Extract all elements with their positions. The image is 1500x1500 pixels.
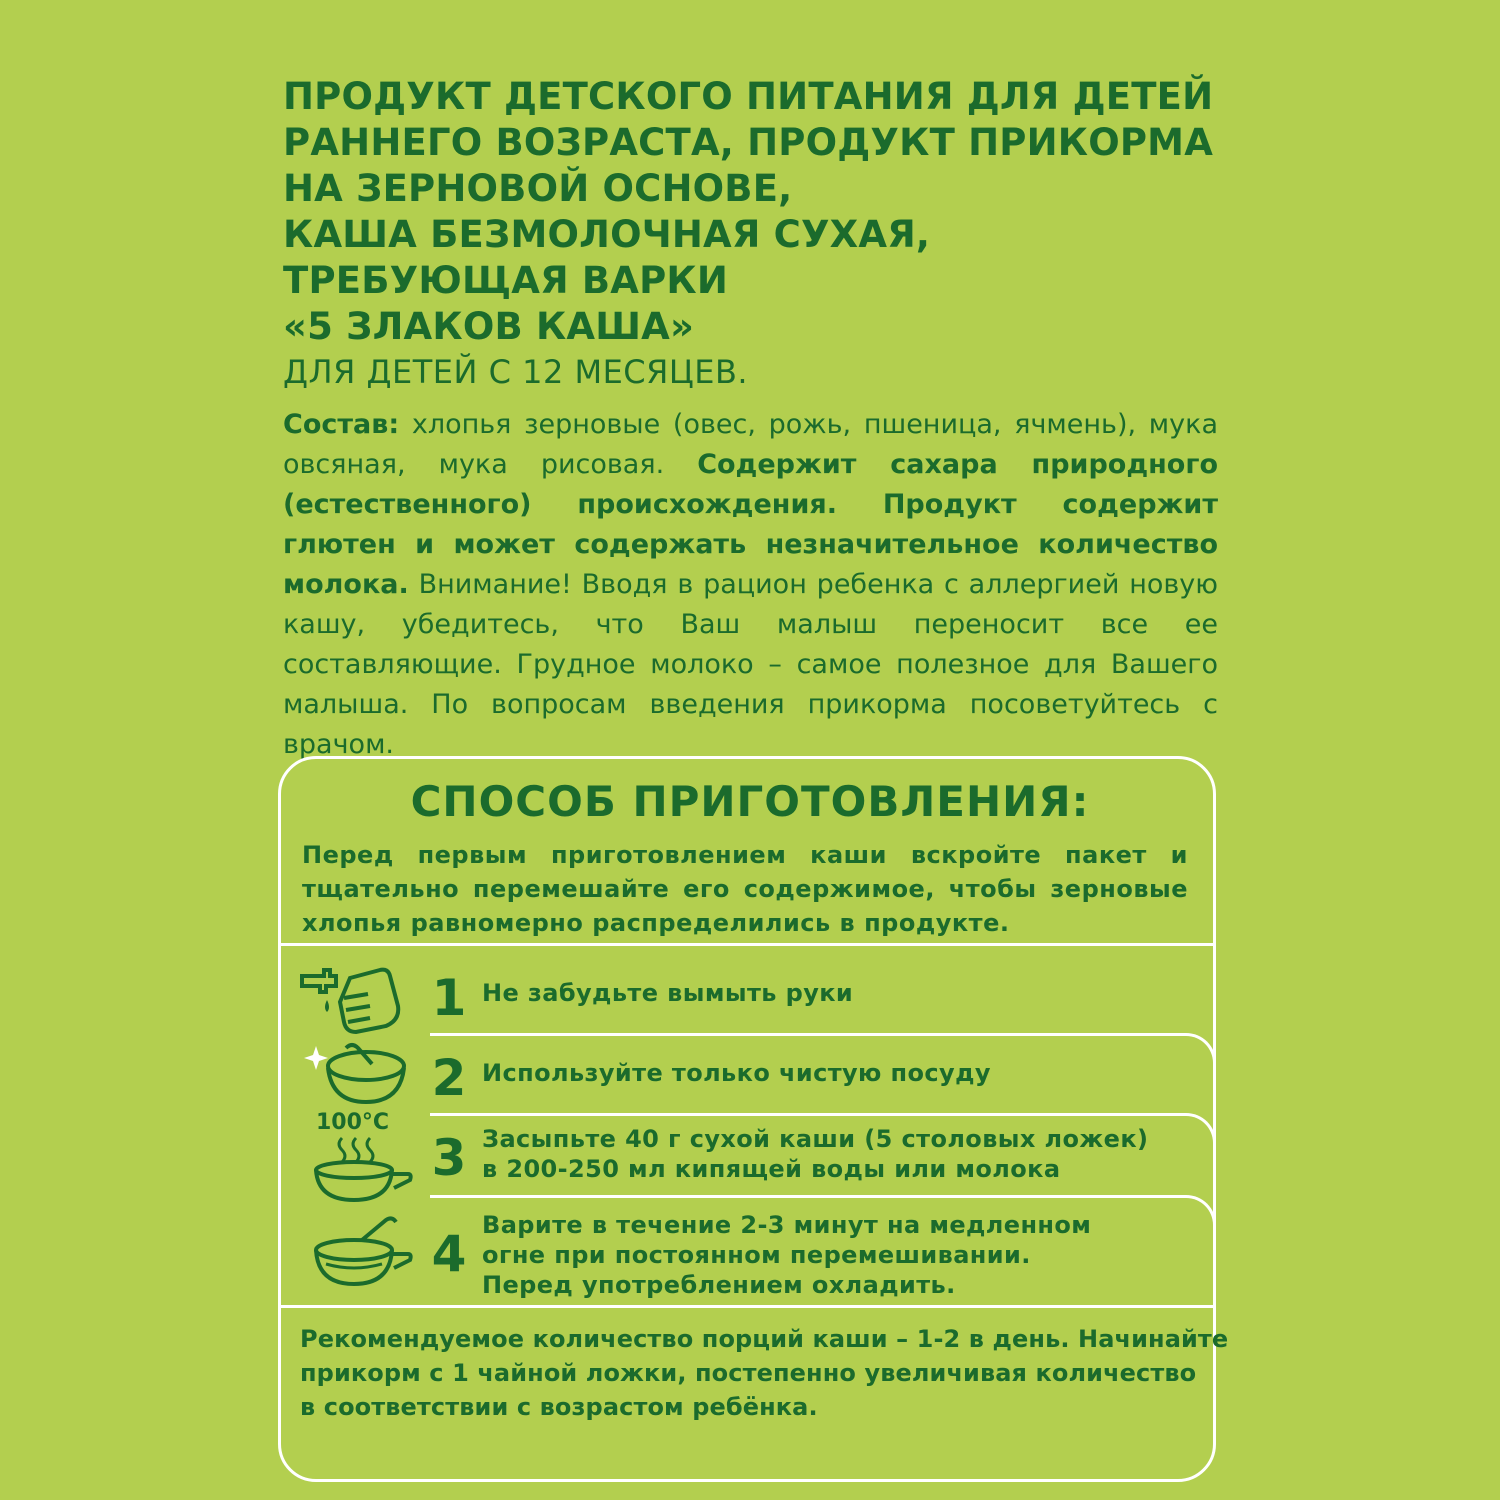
title-line: ПРОДУКТ ДЕТСКОГО ПИТАНИЯ ДЛЯ ДЕТЕЙ xyxy=(283,75,1214,118)
hand-wash-icon xyxy=(298,958,410,1038)
composition-label: Состав: xyxy=(283,409,400,440)
step-line: Не забудьте вымыть руки xyxy=(482,979,854,1007)
age-recommendation: ДЛЯ ДЕТЕЙ С 12 МЕСЯЦЕВ. xyxy=(283,353,749,391)
preparation-title: СПОСОБ ПРИГОТОВЛЕНИЯ: xyxy=(410,777,1090,826)
step-line: Варите в течение 2-3 минут на медленном xyxy=(482,1211,1092,1239)
title-line: КАША БЕЗМОЛОЧНАЯ СУХАЯ, xyxy=(283,213,931,256)
step-line: Используйте только чистую посуду xyxy=(482,1059,991,1087)
divider xyxy=(278,1305,1216,1308)
title-line: «5 ЗЛАКОВ КАША» xyxy=(283,305,695,348)
title-line: РАННЕГО ВОЗРАСТА, ПРОДУКТ ПРИКОРМА xyxy=(283,121,1214,164)
step-number: 1 xyxy=(431,969,467,1027)
step-text xyxy=(482,1210,1202,1300)
step-line: в 200-250 мл кипящей воды или молока xyxy=(482,1155,1061,1183)
title-line: ТРЕБУЮЩАЯ ВАРКИ xyxy=(283,259,729,302)
step-line: огне при постоянном перемешивании. xyxy=(482,1241,1031,1269)
serving-recommendation xyxy=(300,1322,1229,1424)
footer-line: в соответствии с возрастом ребёнка. xyxy=(300,1393,818,1421)
cooking-pot-icon xyxy=(304,1212,416,1292)
product-title xyxy=(283,74,1243,350)
step-line: Засыпьте 40 г сухой каши (5 столовых ложек) xyxy=(482,1125,1149,1153)
title-line: НА ЗЕРНОВОЙ ОСНОВЕ, xyxy=(283,167,793,210)
step-number: 2 xyxy=(431,1049,467,1107)
step-text xyxy=(482,1124,1202,1184)
footer-line: прикорм с 1 чайной ложки, постепенно увеличивая количество xyxy=(300,1359,1197,1387)
step-number: 4 xyxy=(431,1225,467,1283)
allergen-notice: Содержит сахара природного (естественного) происхождения. Продукт содержит глютен и может содержать незначительное количество молока. xyxy=(283,449,1218,600)
temperature-label: 100°C xyxy=(316,1110,390,1135)
boiling-pot-icon xyxy=(304,1136,416,1204)
divider xyxy=(278,943,1216,946)
step-text xyxy=(482,1058,1202,1088)
warning-text: Внимание! Вводя в рацион ребенка с аллергией новую кашу, убедитесь, что Ваш малыш переносит все ее составляющие. Грудное молоко – самое полезное для Вашего малыша. По вопросам введения прикорма посоветуйтесь с врачом. xyxy=(283,569,1218,760)
footer-line: Рекомендуемое количество порций каши – 1-2 в день. Начинайте xyxy=(300,1325,1229,1353)
step-number: 3 xyxy=(431,1129,467,1187)
step-text xyxy=(482,978,1202,1008)
composition-text xyxy=(283,405,1218,765)
step-line: Перед употреблением охладить. xyxy=(482,1271,956,1299)
ingredients-text: хлопья зерновые (овес, рожь, пшеница, ячмень), мука овсяная, мука рисовая. xyxy=(283,409,1218,480)
clean-bowl-icon xyxy=(298,1040,410,1108)
preparation-intro: Перед первым приготовлением каши вскройте пакет и тщательно перемешайте его содержимое, чтобы зерновые хлопья равномерно распределились в продукте. xyxy=(302,841,1188,937)
